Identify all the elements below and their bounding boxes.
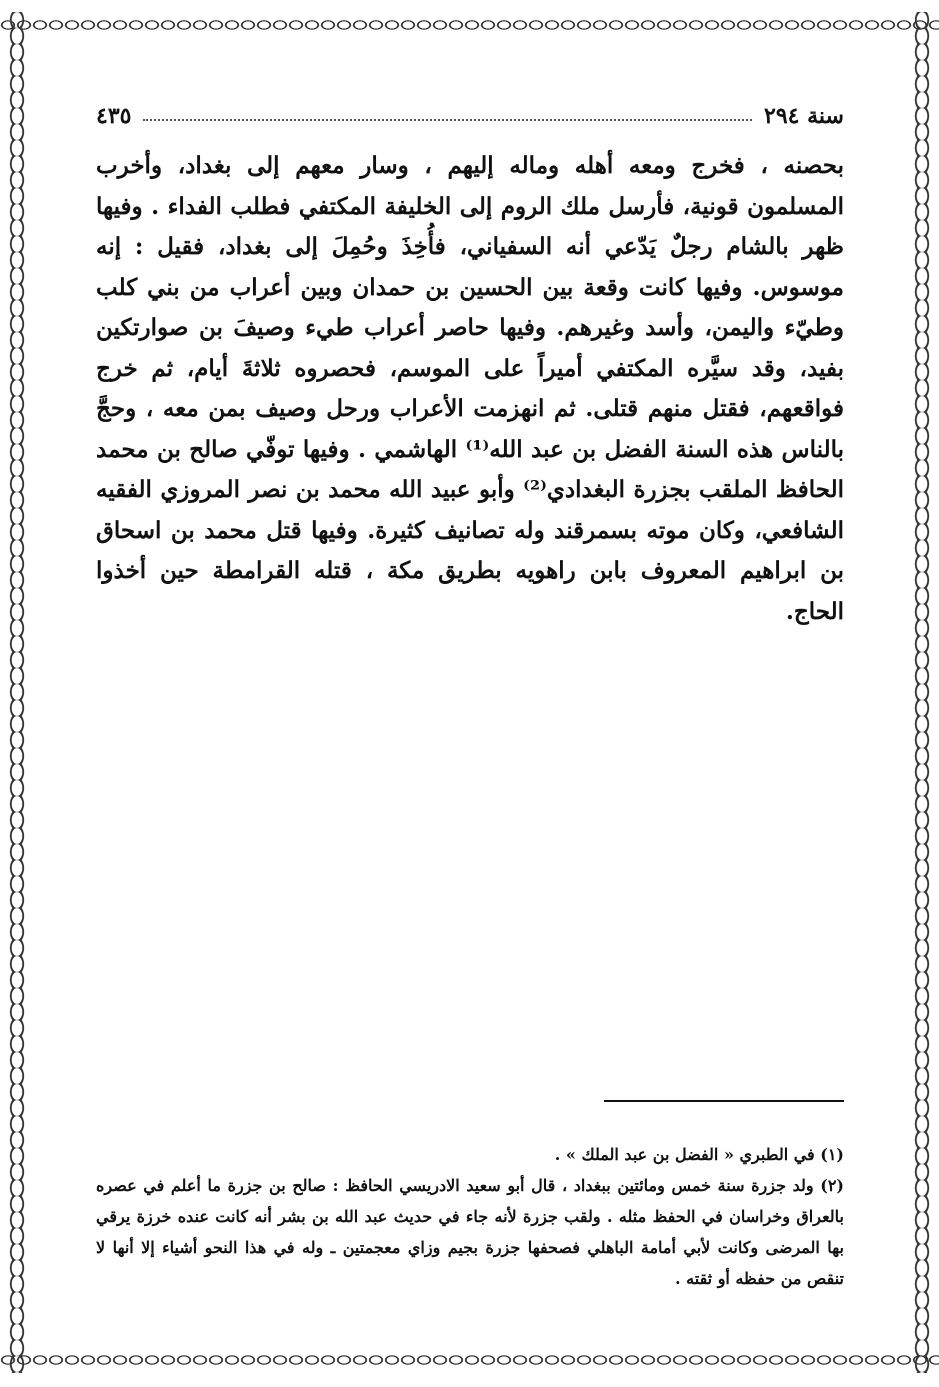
footnotes — [96, 1139, 844, 1294]
decorative-border-left — [4, 12, 30, 1373]
footnote-separator — [604, 1100, 844, 1102]
header-dotted-leader — [143, 119, 752, 121]
footnote-1: (١) في الطبري « الفضل بن عبد الملك » . — [554, 1145, 844, 1164]
main-text — [96, 146, 844, 632]
decorative-border-top — [0, 12, 939, 38]
body-paragraph: بحصنه ، فخرج ومعه أهله وماله إليهم ، وسار معهم إلى بغداد، وأخرب المسلمون قونية، فأرسل ملك الروم إلى الخليفة المكتفي فطلب الفداء . وفيها ظهر بالشام رجلٌ يَدّعي أنه السفياني، فأُخِذَ وحُمِلَ إلى بغداد، فقيل : إنه موسوس. وفيها كانت وقعة بين الحسين بن حمدان وبين أعراب من بني كلب وطيّء واليمن، وأسد وغيرهم. وفيها حاصر أعراب طيء وصيفَ بن صوارتكين بفيد، وقد سيَّره المكتفي أميراً على الموسم، فحصروه ثلاثةَ أيام، ثم خرج فواقعهم، فقتل منهم قتلى. ثم انهزمت الأعراب ورحل وصيف بمن معه ، وحجَّ بالناس هذه السنة الفضل بن عبد الله⁽¹⁾ الهاشمي . وفيها توفّي صالح بن محمد الحافظ الملقب بجزرة البغدادي⁽²⁾ وأبو عبيد الله محمد بن نصر المروزي الفقيه الشافعي، وكان موته بسمرقند وله تصانيف كثيرة. وفيها قتل محمد بن اسحاق بن ابراهيم المعروف بابن راهويه بطريق مكة ، قتله القرامطة حين أخذوا الحاج. — [96, 152, 844, 625]
footnote-2: (٢) ولد جزرة سنة خمس ومائتين ببغداد ، قال أبو سعيد الادريسي الحافظ : صالح بن جزرة ما أعلم في عصره بالعراق وخراسان في الحفظ مثله . ولقب جزرة لأنه جاء في حديث عبد الله بن بشر أنه كانت عنده خرزة يرقي بها المرضى وكانت لأبي أمامة الباهلي فصحفها جزرة بجيم وزاي معجمتين ـ وله في هذا النحو أشياء إلا أنها لا تنقص من حفظه أو ثقته . — [96, 1176, 844, 1288]
decorative-border-right — [909, 12, 935, 1373]
header-year: سنة ٢٩٤ — [764, 103, 844, 129]
page-number: ٤٣٥ — [96, 103, 132, 129]
book-page — [96, 96, 844, 1336]
running-header — [96, 96, 844, 136]
decorative-border-bottom — [0, 1347, 939, 1373]
